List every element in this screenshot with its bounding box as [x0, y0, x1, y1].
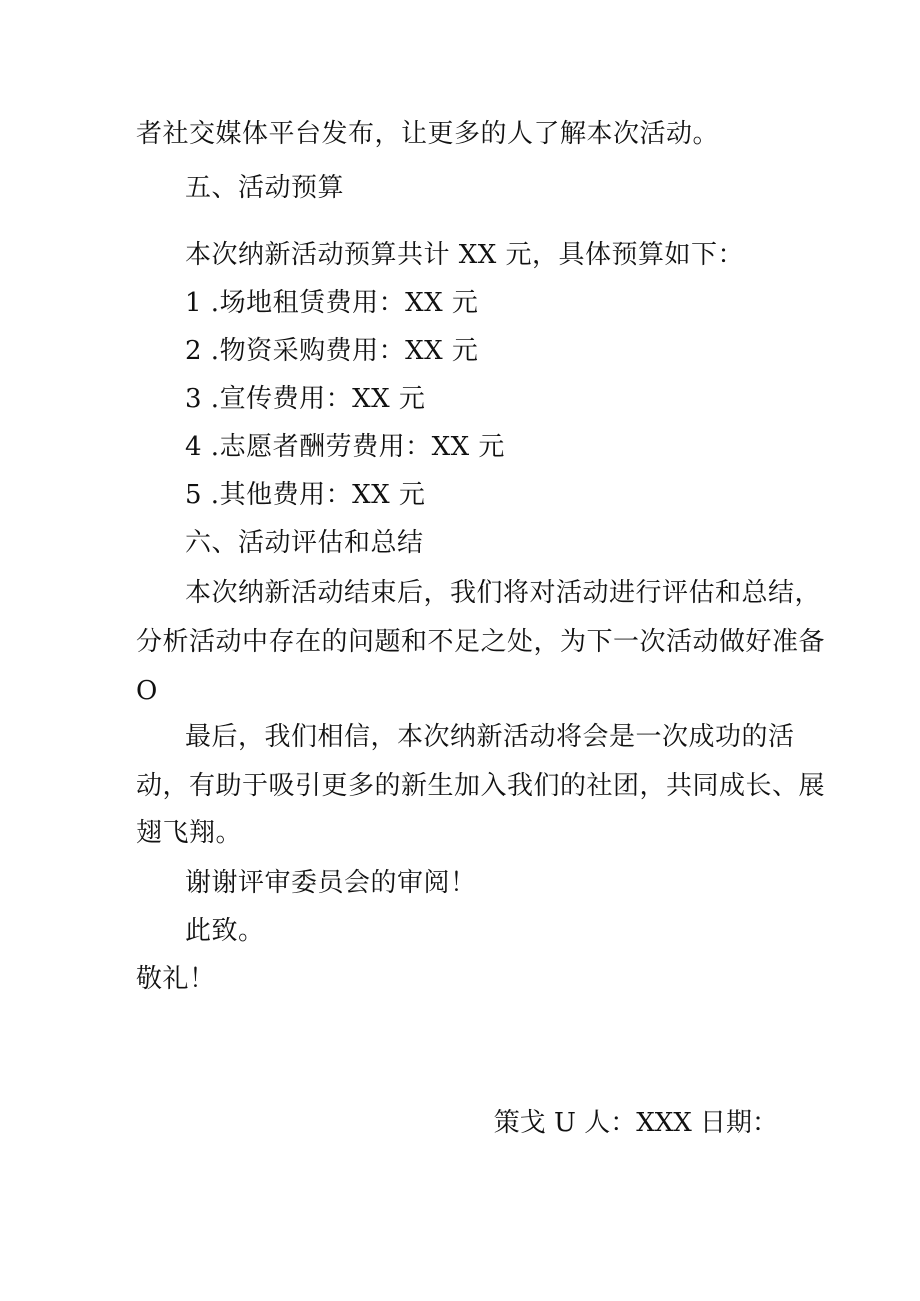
- closing-line-2: 动，有助于吸引更多的新生加入我们的社团，共同成长、展: [136, 771, 826, 801]
- intro-tail-line: 者社交媒体平台发布，让更多的人了解本次活动。: [136, 119, 720, 149]
- closing-line-3: 翅飞翔。: [136, 818, 243, 848]
- budget-item: 1 .场地租赁费用：XX 元: [185, 288, 479, 318]
- budget-item: 4 .志愿者酬劳费用：XX 元: [185, 432, 505, 462]
- signature-line: 策戈 U 人：XXX 日期：: [493, 1108, 778, 1138]
- budget-summary: 本次纳新活动预算共计 XX 元，具体预算如下：: [185, 240, 745, 270]
- budget-item: 2 .物资采购费用：XX 元: [185, 336, 479, 366]
- section5-heading: 五、活动预算: [185, 173, 345, 203]
- closing-line-1: 最后，我们相信，本次纳新活动将会是一次成功的活: [185, 722, 795, 752]
- regards-line-2: 敬礼！: [136, 964, 216, 994]
- section6-heading: 六、活动评估和总结: [185, 528, 424, 558]
- thanks-line: 谢谢评审委员会的审阅！: [185, 868, 477, 898]
- evaluation-line-1: 本次纳新活动结束后，我们将对活动进行评估和总结，: [185, 578, 822, 608]
- budget-item: 3 .宣传费用：XX 元: [185, 384, 426, 414]
- evaluation-line-2: 分析活动中存在的问题和不足之处，为下一次活动做好准备: [136, 627, 826, 657]
- budget-item: 5 .其他费用：XX 元: [185, 480, 426, 510]
- evaluation-line-3: O: [136, 676, 158, 706]
- regards-line-1: 此致。: [185, 916, 265, 946]
